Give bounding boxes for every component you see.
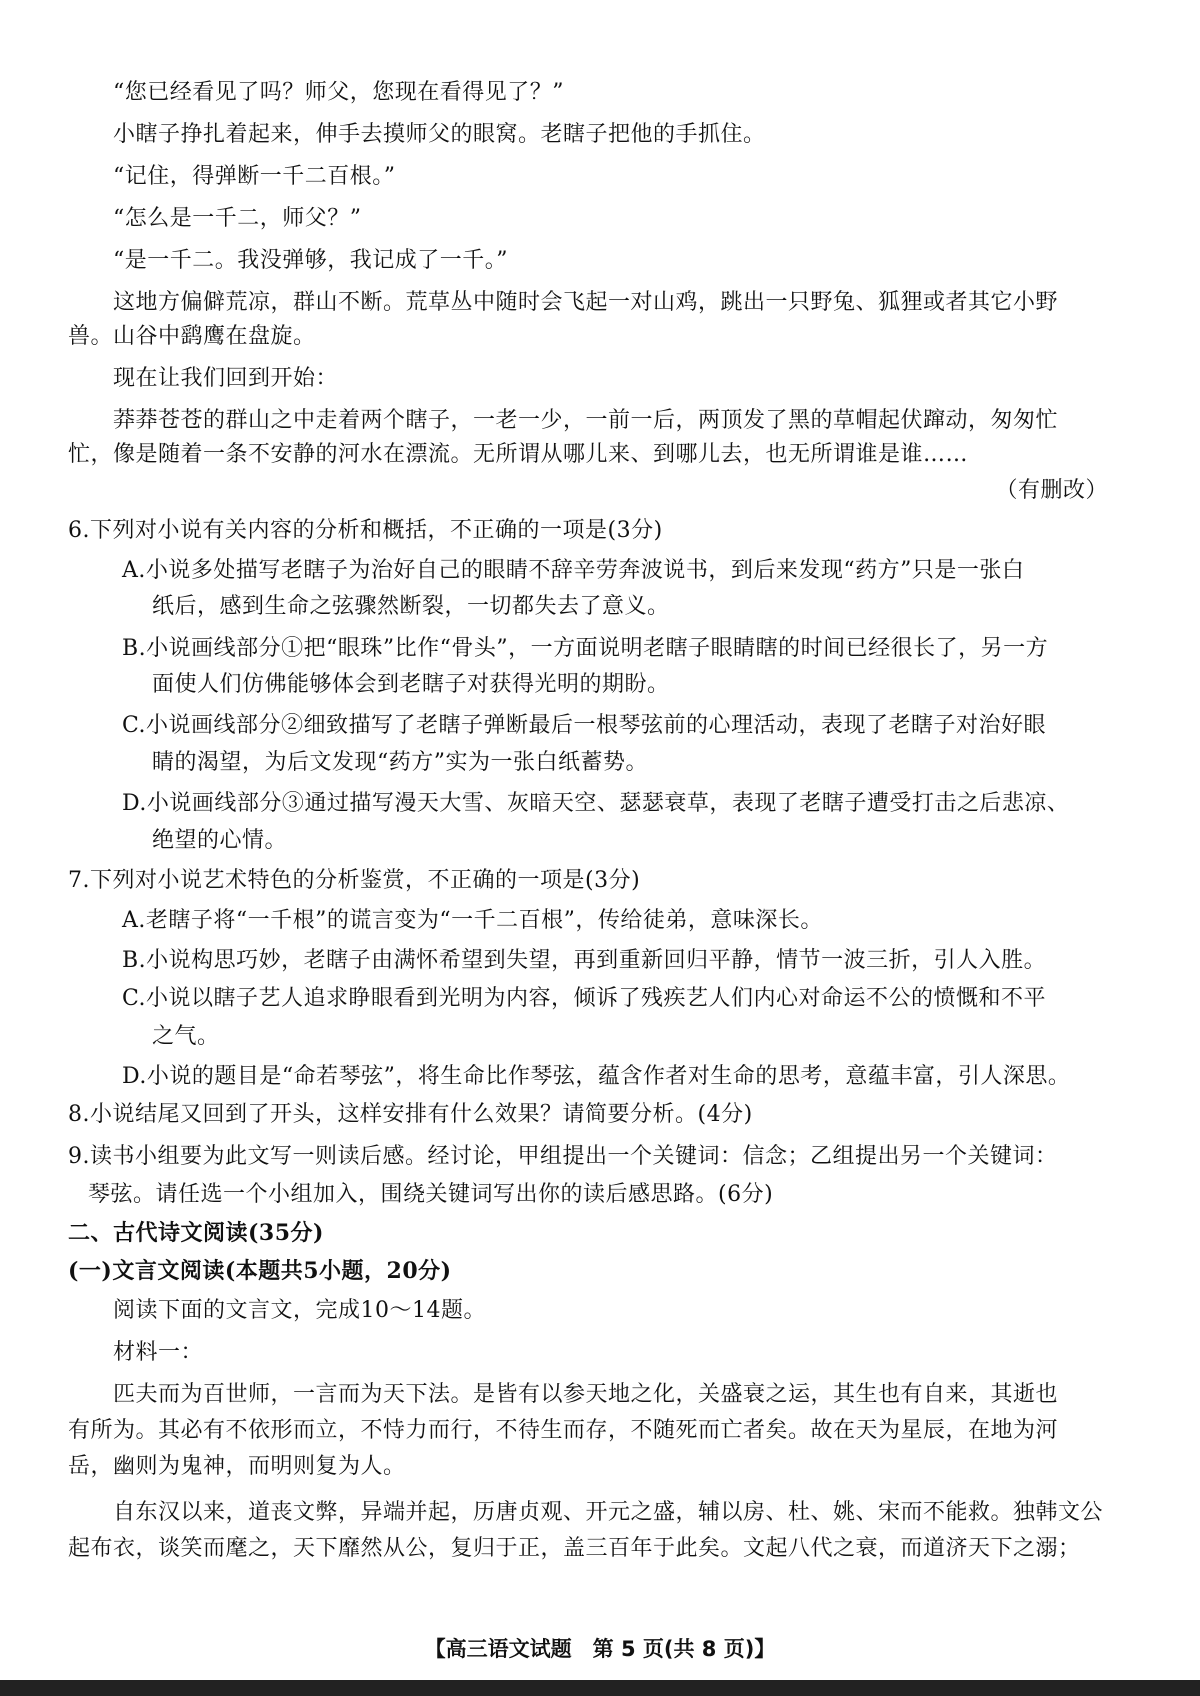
scan-edge xyxy=(0,1680,1200,1696)
story-line-5: “是一千二。我没弹够，我记成了一千。” xyxy=(113,248,508,273)
question-6-option-c: C.小说画线部分②细致描写了老瞎子弹断最后一根琴弦前的心理活动，表现了老瞎子对治好眼 xyxy=(122,713,1047,738)
question-6-option-a: A.小说多处描写老瞎子为治好自己的眼睛不辞辛劳奔波说书，到后来发现“药方”只是一张白 xyxy=(122,558,1025,583)
classical-line-4: 自东汉以来，道丧文弊，异端并起，历唐贞观、开元之盛，辅以房、杜、姚、宋而不能救。独韩文公 xyxy=(113,1500,1104,1525)
question-8: 8.小说结尾又回到了开头，这样安排有什么效果？请简要分析。(4分) xyxy=(68,1102,753,1127)
question-7-stem: 7.下列对小说艺术特色的分析鉴赏，不正确的一项是(3分) xyxy=(68,868,641,893)
reading-instruction: 阅读下面的文言文，完成10～14题。 xyxy=(113,1298,486,1323)
question-7-option-a: A.老瞎子将“一千根”的谎言变为“一千二百根”，传给徒弟，意味深长。 xyxy=(122,908,823,933)
question-6-option-b: B.小说画线部分①把“眼珠”比作“骨头”，一方面说明老瞎子眼睛瞎的时间已经很长了，另一方 xyxy=(122,636,1049,661)
question-7-option-b: B.小说构思巧妙，老瞎子由满怀希望到失望，再到重新回归平静，情节一波三折，引人入胜。 xyxy=(122,948,1047,973)
question-6-option-a-cont: 纸后，感到生命之弦骤然断裂，一切都失去了意义。 xyxy=(152,594,670,619)
story-line-10: 忙，像是随着一条不安静的河水在漂流。无所谓从哪儿来、到哪儿去，也无所谓谁是谁…… xyxy=(68,442,969,467)
story-line-7: 兽。山谷中鹞鹰在盘旋。 xyxy=(68,324,316,349)
edit-note: （有删改） xyxy=(995,478,1108,503)
question-6-option-d-cont: 绝望的心情。 xyxy=(152,828,288,853)
question-7-option-c: C.小说以瞎子艺人追求睁眼看到光明为内容，倾诉了残疾艺人们内心对命运不公的愤慨和不平 xyxy=(122,986,1047,1011)
story-line-8: 现在让我们回到开始： xyxy=(113,366,339,391)
question-9-cont: 琴弦。请任选一个小组加入，围绕关键词写出你的读后感思路。(6分) xyxy=(88,1182,774,1207)
question-7-option-d: D.小说的题目是“命若琴弦”，将生命比作琴弦，蕴含作者对生命的思考，意蕴丰富，引人深思。 xyxy=(122,1064,1071,1089)
classical-line-1: 匹夫而为百世师，一言而为天下法。是皆有以参天地之化，关盛衰之运，其生也有自来，其逝也 xyxy=(113,1382,1059,1407)
subsection-1-heading: (一)文言文阅读(本题共5小题，20分) xyxy=(68,1258,452,1284)
story-line-2: 小瞎子挣扎着起来，伸手去摸师父的眼窝。老瞎子把他的手抓住。 xyxy=(113,122,766,147)
story-line-9: 莽莽苍苍的群山之中走着两个瞎子，一老一少，一前一后，两顶发了黑的草帽起伏蹿动，匆匆忙 xyxy=(113,408,1059,433)
question-6-option-b-cont: 面使人们仿佛能够体会到老瞎子对获得光明的期盼。 xyxy=(152,672,670,697)
section-2-heading: 二、古代诗文阅读(35分) xyxy=(68,1220,324,1246)
question-7-option-c-cont: 之气。 xyxy=(152,1024,220,1049)
story-line-4: “怎么是一千二，师父？” xyxy=(113,206,362,231)
story-line-6: 这地方偏僻荒凉，群山不断。荒草丛中随时会飞起一对山鸡，跳出一只野兔、狐狸或者其它小野 xyxy=(113,290,1059,315)
question-9: 9.读书小组要为此文写一则读后感。经讨论，甲组提出一个关键词：信念；乙组提出另一个关键词： xyxy=(68,1144,1058,1169)
classical-line-2: 有所为。其必有不依形而立，不恃力而行，不待生而存，不随死而亡者矣。故在天为星辰，在地为河 xyxy=(68,1418,1059,1443)
story-line-1: “您已经看见了吗？师父，您现在看得见了？” xyxy=(113,80,564,105)
page-footer: 【高三语文试题 第 5 页(共 8 页)】 xyxy=(424,1637,776,1661)
question-6-stem: 6.下列对小说有关内容的分析和概括，不正确的一项是(3分) xyxy=(68,518,663,543)
classical-line-3: 岳，幽则为鬼神，而明则复为人。 xyxy=(68,1454,406,1479)
question-6-option-d: D.小说画线部分③通过描写漫天大雪、灰暗天空、瑟瑟衰草，表现了老瞎子遭受打击之后悲凉、 xyxy=(122,791,1070,816)
question-6-option-c-cont: 睛的渴望，为后文发现“药方”实为一张白纸蓄势。 xyxy=(152,750,648,775)
story-line-3: “记住，得弹断一千二百根。” xyxy=(113,164,396,189)
classical-line-5: 起布衣，谈笑而麾之，天下靡然从公，复归于正，盖三百年于此矣。文起八代之衰，而道济天下之溺； xyxy=(68,1536,1081,1561)
material-1-label: 材料一： xyxy=(113,1340,204,1365)
